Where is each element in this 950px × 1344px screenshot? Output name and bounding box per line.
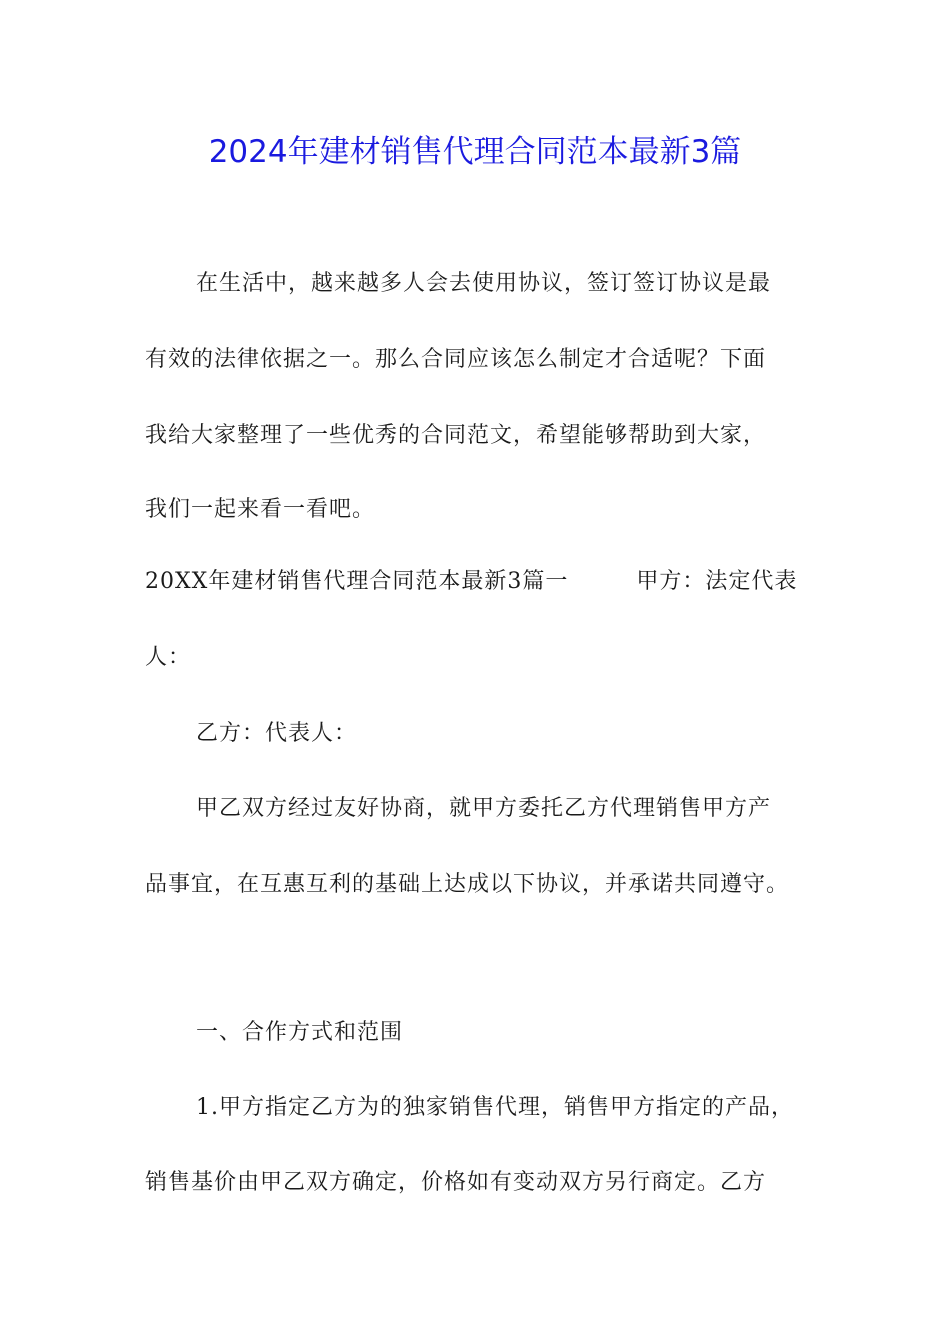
party-a-label: 甲方：法定代表 [636,569,798,594]
intro-line-3: 我给大家整理了一些优秀的合同范文，希望能够帮助到大家， [145,423,767,448]
clause-heading: 一、合作方式和范围 [196,1020,404,1045]
section-heading-line [145,566,797,598]
party-b-line: 乙方：代表人： [196,721,358,746]
document-title: 2024年建材销售代理合同范本最新3篇 [208,134,742,170]
agreement-line-2: 品事宜，在互惠互利的基础上达成以下协议，并承诺共同遵守。 [145,872,790,897]
intro-line-2: 有效的法律依据之一。那么合同应该怎么制定才合适呢？下面 [145,347,767,372]
party-a-continuation: 人： [145,645,192,670]
clause-line-1: 1.甲方指定乙方为的独家销售代理，销售甲方指定的产品， [196,1095,794,1120]
agreement-line-1: 甲乙双方经过友好协商，就甲方委托乙方代理销售甲方产 [196,796,772,821]
section-heading: 20XX年建材销售代理合同范本最新3篇一 [145,569,569,594]
intro-line-1: 在生活中，越来越多人会去使用协议，签订签订协议是最 [196,271,772,296]
clause-line-2: 销售基价由甲乙双方确定，价格如有变动双方另行商定。乙方 [145,1170,767,1195]
intro-line-4: 我们一起来看一看吧。 [145,497,376,522]
